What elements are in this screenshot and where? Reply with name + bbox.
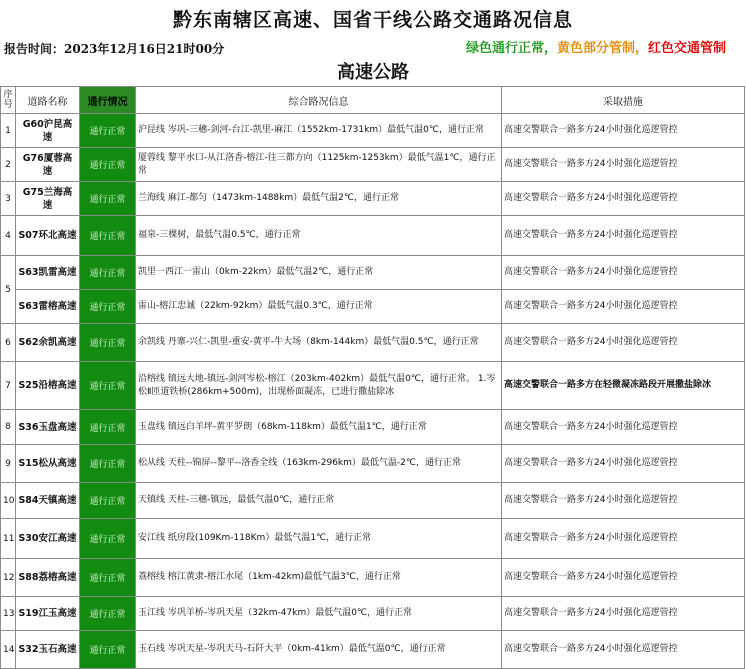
row-info: 松从线 天柱--锦屏--黎平--洛香全线（163km-296km）最低气温-2℃，通行正常 <box>136 445 502 483</box>
row-measure: 高速交警联合一路多方在轻微凝冻路段开展撒盐除冰 <box>502 362 745 410</box>
row-index: 6 <box>1 324 16 362</box>
header-status: 通行情况 <box>80 87 136 114</box>
status-legend <box>466 38 726 60</box>
table-row <box>1 445 745 483</box>
table-row <box>1 362 745 410</box>
status-badge: 通行正常 <box>80 483 136 519</box>
row-measure: 高速交警联合一路多方24小时强化巡逻管控 <box>502 519 745 559</box>
row-info: 玉江线 岑巩羊桥-岑巩天星（32km-47km）最低气温0℃，通行正常 <box>136 597 502 631</box>
row-info: 沪昆线 岑巩-三穗-剑河-台江-凯里-麻江（1552km-1731km）最低气温0℃，通行正常 <box>136 114 502 148</box>
row-index: 9 <box>1 445 16 483</box>
table-row <box>1 483 745 519</box>
header-index: 序号 <box>1 87 16 114</box>
row-info: 玉石线 岑巩天星-岑巩天马-石阡大平（0km-41km）最低气温0℃，通行正常 <box>136 631 502 669</box>
row-road: S25沿榕高速 <box>16 362 80 410</box>
row-measure: 高速交警联合一路多方24小时强化巡逻管控 <box>502 445 745 483</box>
row-index: 12 <box>1 559 16 597</box>
table-row <box>1 410 745 445</box>
status-badge: 通行正常 <box>80 597 136 631</box>
row-info: 兰海线 麻江-都匀（1473km-1488km）最低气温2℃，通行正常 <box>136 182 502 216</box>
row-road: G60沪昆高速 <box>16 114 80 148</box>
row-info: 沿榕线 镇远大地-镇远-剑河岑松-榕江（203km-402km）最低气温0℃，通行正常。 1.岑松Ⅱ匝道铁桥(286km+500m)，出现桥面凝冻，已进行撒盐除冰 <box>136 362 502 410</box>
row-road: G75兰海高速 <box>16 182 80 216</box>
table-row <box>1 216 745 256</box>
table-row <box>1 114 745 148</box>
row-road: S63凯雷高速 <box>16 256 80 290</box>
row-measure: 高速交警联合一路多方24小时强化巡逻管控 <box>502 114 745 148</box>
row-index: 11 <box>1 519 16 559</box>
row-info: 雷山-榕江忠诚（22km-92km）最低气温0.3℃，通行正常 <box>136 290 502 324</box>
row-measure: 高速交警联合一路多方24小时强化巡逻管控 <box>502 290 745 324</box>
legend-red: 红色交通管制 <box>647 41 726 56</box>
row-measure: 高速交警联合一路多方24小时强化巡逻管控 <box>502 631 745 669</box>
row-road: S84天镇高速 <box>16 483 80 519</box>
table-row <box>1 597 745 631</box>
row-info: 余凯线 丹寨-兴仁-凯里-重安-黄平-牛大场（8km-144km）最低气温0.5℃，通行正常 <box>136 324 502 362</box>
row-road: S07环北高速 <box>16 216 80 256</box>
row-road: S19江玉高速 <box>16 597 80 631</box>
row-index: 1 <box>1 114 16 148</box>
row-info: 玉盘线 镇远白羊坪-黄平罗朗（68km-118km）最低气温1℃，通行正常 <box>136 410 502 445</box>
row-measure: 高速交警联合一路多方24小时强化巡逻管控 <box>502 148 745 182</box>
status-badge: 通行正常 <box>80 631 136 669</box>
row-index: 5 <box>1 256 16 324</box>
status-badge: 通行正常 <box>80 290 136 324</box>
table-row <box>1 182 745 216</box>
table-header-row <box>1 87 745 114</box>
row-info: 凯里一西江一雷山（0km-22km）最低气温2℃，通行正常 <box>136 256 502 290</box>
row-measure: 高速交警联合一路多方24小时强化巡逻管控 <box>502 410 745 445</box>
row-measure: 高速交警联合一路多方24小时强化巡逻管控 <box>502 256 745 290</box>
row-measure: 高速交警联合一路多方24小时强化巡逻管控 <box>502 324 745 362</box>
status-badge: 通行正常 <box>80 256 136 290</box>
row-road: S30安江高速 <box>16 519 80 559</box>
status-badge: 通行正常 <box>80 324 136 362</box>
section-title: 高速公路 <box>337 62 409 83</box>
row-road: S36玉盘高速 <box>16 410 80 445</box>
row-road: S32玉石高速 <box>16 631 80 669</box>
row-road: S62余凯高速 <box>16 324 80 362</box>
row-index: 14 <box>1 631 16 669</box>
row-info: 福泉-三棵树，最低气温0.5℃，通行正常 <box>136 216 502 256</box>
header-measure: 采取措施 <box>502 87 745 114</box>
row-measure: 高速交警联合一路多方24小时强化巡逻管控 <box>502 597 745 631</box>
report-time: 报告时间：2023年12月16日21时00分 <box>4 42 225 56</box>
table-row <box>1 290 745 324</box>
row-index: 7 <box>1 362 16 410</box>
table-row <box>1 519 745 559</box>
table-row <box>1 256 745 290</box>
row-measure: 高速交警联合一路多方24小时强化巡逻管控 <box>502 216 745 256</box>
row-info: 厦蓉线 黎平水口-从江洛香-榕江-往三都方向（1125km-1253km）最低气温1℃，通行正常 <box>136 148 502 182</box>
row-measure: 高速交警联合一路多方24小时强化巡逻管控 <box>502 559 745 597</box>
row-measure: 高速交警联合一路多方24小时强化巡逻管控 <box>502 182 745 216</box>
header-info: 综合路况信息 <box>136 87 502 114</box>
row-info: 荔榕线 榕江黄隶-榕江水尾（1km-42km)最低气温3℃，通行正常 <box>136 559 502 597</box>
table-row <box>1 631 745 669</box>
row-index: 10 <box>1 483 16 519</box>
table-row <box>1 324 745 362</box>
status-badge: 通行正常 <box>80 362 136 410</box>
row-info: 安江线 纸房段(109Km-118Km）最低气温1℃，通行正常 <box>136 519 502 559</box>
row-road: G76厦蓉高速 <box>16 148 80 182</box>
row-index: 4 <box>1 216 16 256</box>
row-index: 2 <box>1 148 16 182</box>
status-badge: 通行正常 <box>80 216 136 256</box>
row-measure: 高速交警联合一路多方24小时强化巡逻管控 <box>502 483 745 519</box>
status-badge: 通行正常 <box>80 445 136 483</box>
page-title: 黔东南辖区高速、国省干线公路交通路况信息 <box>172 9 573 31</box>
row-road: S63雷榕高速 <box>16 290 80 324</box>
row-road: S88荔榕高速 <box>16 559 80 597</box>
row-index: 8 <box>1 410 16 445</box>
status-badge: 通行正常 <box>80 114 136 148</box>
table-row <box>1 559 745 597</box>
row-road: S15松从高速 <box>16 445 80 483</box>
table-row <box>1 148 745 182</box>
row-info: 天镇线 天柱-三穗-镇远，最低气温0℃，通行正常 <box>136 483 502 519</box>
legend-green: 绿色通行正常， <box>465 41 557 56</box>
status-badge: 通行正常 <box>80 559 136 597</box>
status-badge: 通行正常 <box>80 182 136 216</box>
row-index: 3 <box>1 182 16 216</box>
legend-yellow: 黄色部分管制， <box>556 41 648 56</box>
row-index: 13 <box>1 597 16 631</box>
status-badge: 通行正常 <box>80 519 136 559</box>
header-road: 道路名称 <box>16 87 80 114</box>
traffic-table <box>0 86 745 669</box>
status-badge: 通行正常 <box>80 148 136 182</box>
meta-bar <box>0 38 746 60</box>
status-badge: 通行正常 <box>80 410 136 445</box>
